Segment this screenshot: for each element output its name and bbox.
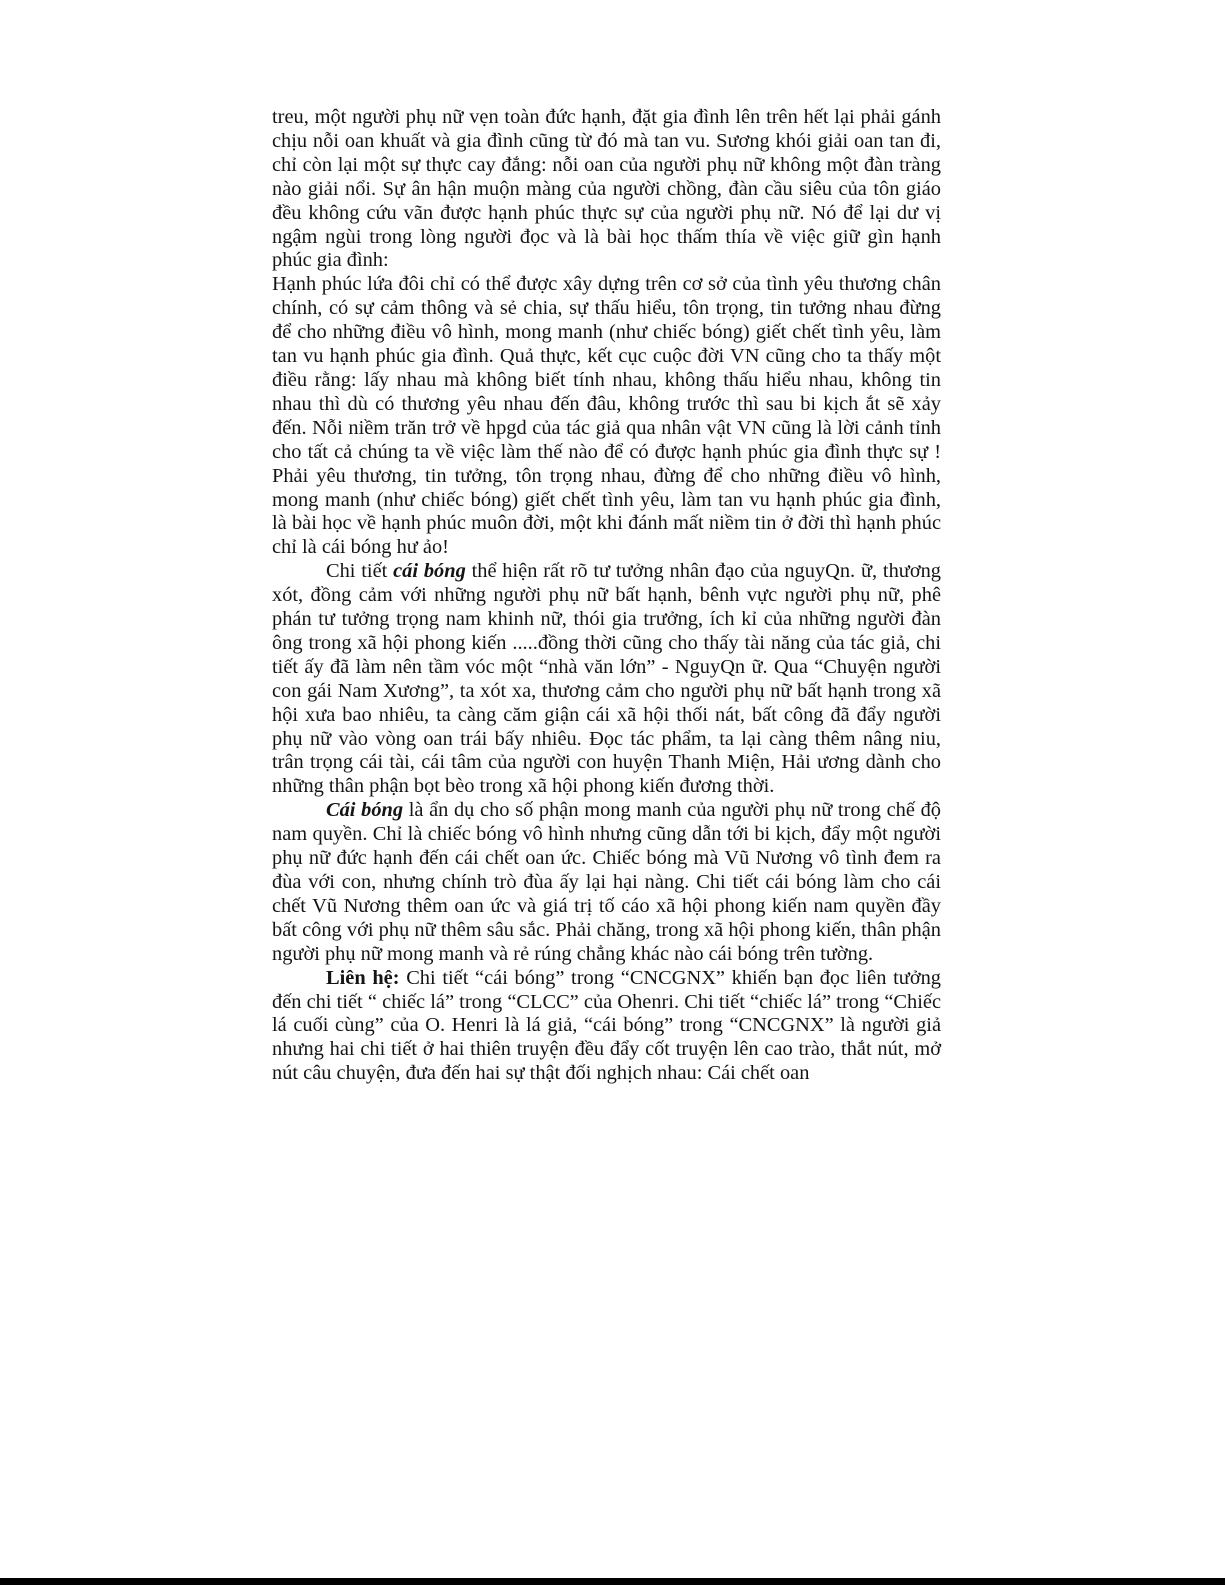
term-cai-bong: cái bóng xyxy=(393,560,466,583)
paragraph-3-lead: Chi tiết xyxy=(326,560,394,583)
paragraph-5-body: Chi tiết “cái bóng” trong “CNCGNX” khiến bạn đọc liên tưởng đến chi tiết “ chiếc lá” trong “CLCC” của Ohenri. Chi tiết “chiếc lá” trong “Chiếc lá cuối cùng” của O. Henri là lá giả, “cái bóng” trong “CNCGNX” là người giả nhưng hai chi tiết ở hai thiên truyện đều đẩy cốt truyện lên cao trào, thắt nút, mở nút câu chuyện, đưa đến hai sự thật đối nghịch nhau: Cái chết oan xyxy=(272,966,941,1085)
document-page xyxy=(272,106,941,1086)
page-bottom-border xyxy=(0,1578,1225,1585)
paragraph-4-body: là ẩn dụ cho số phận mong manh của người phụ nữ trong chế độ nam quyền. Chỉ là chiếc bóng vô hình nhưng cũng dẫn tới bi kịch, đẩy một người phụ nữ đức hạnh đến cái chết oan ức. Chiếc bóng mà Vũ Nương vô tình đem ra đùa với con, nhưng chính trò đùa ấy lại hại nàng. Chi tiết cái bóng làm cho cái chết Vũ Nương thêm oan ức và giá trị tố cáo xã hội phong kiến nam quyền đầy bất công với phụ nữ thêm sâu sắc. Phải chăng, trong xã hội phong kiến, thân phận người phụ nữ mong manh và rẻ rúng chẳng khác nào cái bóng trên tường. xyxy=(272,799,941,965)
paragraph-2: Hạnh phúc lứa đôi chỉ có thể được xây dựng trên cơ sở của tình yêu thương chân chính, có sự cảm thông và sẻ chia, sự thấu hiểu, tôn trọng, tin tưởng nhau đừng để cho những điều vô hình, mong manh (như chiếc bóng) giết chết tình yêu, làm tan vu hạnh phúc gia đình. Quả thực, kết cục cuộc đời VN cũng cho ta thấy một điều rằng: lấy nhau mà không biết tính nhau, không thấu hiểu nhau, không tin nhau thì dù có thương yêu nhau đến đâu, không trước thì sau bi kịch ắt sẽ xảy đến. Nỗi niềm trăn trở về hpgd của tác giả qua nhân vật VN cũng là lời cảnh tỉnh cho tất cả chúng ta về việc làm thế nào để có được hạnh phúc gia đình thực sự ! Phải yêu thương, tin tưởng, tôn trọng nhau, đừng để cho những điều vô hình, mong manh (như chiếc bóng) giết chết tình yêu, làm tan vu hạnh phúc gia đình, là bài học về hạnh phúc muôn đời, một khi đánh mất niềm tin ở đời thì hạnh phúc chỉ là cái bóng hư ảo! xyxy=(272,273,941,559)
term-cai-bong-metaphor: Cái bóng xyxy=(326,799,404,822)
paragraph-3-body: thể hiện rất rõ tư tưởng nhân đạo của nguyQn. ữ, thương xót, đồng cảm với những người phụ nữ bất hạnh, bênh vực người phụ nữ, phê phán tư tưởng trọng nam khinh nữ, thói gia trưởng, ích kỉ của những người đàn ông trong xã hội phong kiến .....đồng thời cũng cho thấy tài năng của tác giả, chi tiết ấy đã làm nên tầm vóc một “nhà văn lớn” - NguyQn ữ. Qua “Chuyện người con gái Nam Xương”, ta xót xa, thương cảm cho người phụ nữ bất hạnh trong xã hội xưa bao nhiêu, ta càng căm giận cái xã hội thối nát, bất công đã đẩy người phụ nữ vào vòng oan trái bấy nhiêu. Đọc tác phẩm, ta lại càng thêm nâng niu, trân trọng cái tài, cái tâm của người con huyện Thanh Miện, Hải ương dành cho những thân phận bọt bèo trong xã hội phong kiến đương thời. xyxy=(272,560,942,798)
term-lien-he: Liên hệ: xyxy=(326,966,400,989)
paragraph-5 xyxy=(272,967,941,1087)
paragraph-1: treu, một người phụ nữ vẹn toàn đức hạnh, đặt gia đình lên trên hết lại phải gánh chịu nỗi oan khuất và gia đình cũng từ đó mà tan vu. Sương khói giải oan tan đi, chỉ còn lại một sự thực cay đắng: nỗi oan của người phụ nữ không một đàn tràng nào giải nổi. Sự ân hận muộn màng của người chồng, đàn cầu siêu của tôn giáo đều không cứu vãn được hạnh phúc thực sự của người phụ nữ. Nó để lại dư vị ngậm ngùi trong lòng người đọc và là bài học thấm thía về việc giữ gìn hạnh phúc gia đình: xyxy=(272,106,941,272)
paragraph-3 xyxy=(272,560,941,799)
paragraph-4 xyxy=(272,799,941,966)
